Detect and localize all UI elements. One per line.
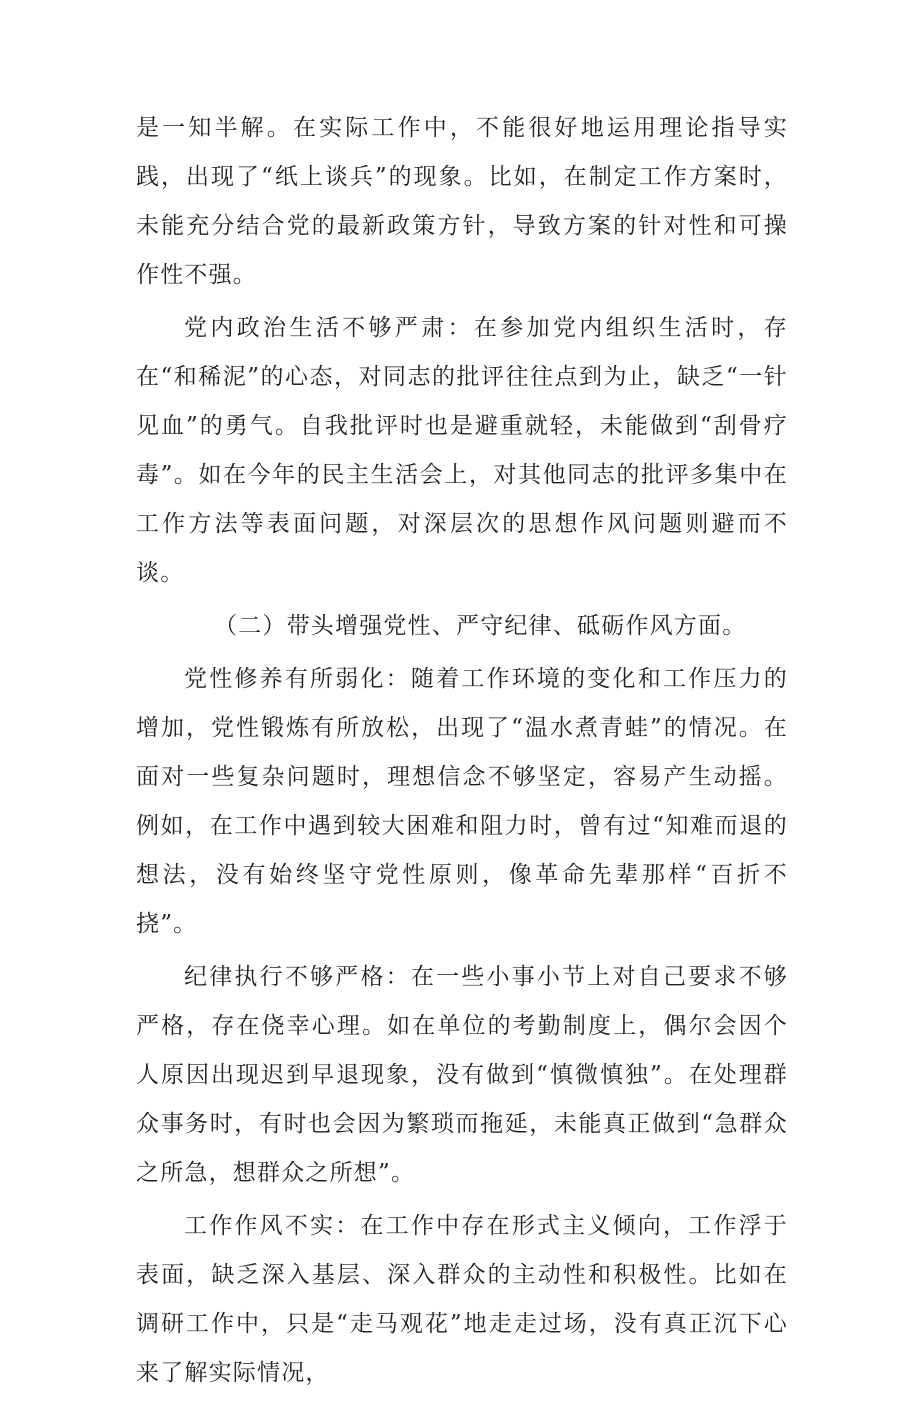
paragraph-work-style: 工作作风不实：在工作中存在形式主义倾向，工作浮于表面，缺乏深入基层、深入群众的主动性和积极性。比如在调研工作中，只是“走马观花”地走走过场，没有真正沉下心来了解实际情况， bbox=[136, 1213, 788, 1386]
paragraph-party-cultivation: 党性修养有所弱化：随着工作环境的变化和工作压力的增加，党性锻炼有所放松，出现了“温水煮青蛙”的情况。在面对一些复杂问题时，理想信念不够坚定，容易产生动摇。例如，在工作中遇到较大困难和阻力时，曾有过“知难而退的想法，没有始终坚守党性原则，像革命先辈那样“百折不挠”。 bbox=[136, 666, 788, 937]
section-heading-party-spirit: （二）带头增强党性、严守纪律、砥砺作风方面。 bbox=[214, 613, 747, 639]
paragraph-discipline: 纪律执行不够严格：在一些小事小节上对自己要求不够严格，存在侥幸心理。如在单位的考勤制度上，偶尔会因个人原因出现迟到早退现象，没有做到“慎微慎独”。在处理群众事务时，有时也会因为繁琐而拖延，未能真正做到“急群众之所急，想群众之所想”。 bbox=[136, 964, 788, 1186]
paragraph-political-life: 党内政治生活不够严肃：在参加党内组织生活时，存在“和稀泥”的心态，对同志的批评往往点到为止，缺乏“一针见血”的勇气。自我批评时也是避重就轻，未能做到“刮骨疗毒”。如在今年的民主生活会上，对其他同志的批评多集中在工作方法等表面问题，对深层次的思想作风问题则避而不谈。 bbox=[136, 315, 788, 586]
document-body bbox=[136, 104, 788, 1402]
paragraph-theory-application: 是一知半解。在实际工作中，不能很好地运用理论指导实践，出现了“纸上谈兵”的现象。比如，在制定工作方案时，未能充分结合党的最新政策方针，导致方案的针对性和可操作性不强。 bbox=[136, 115, 788, 288]
